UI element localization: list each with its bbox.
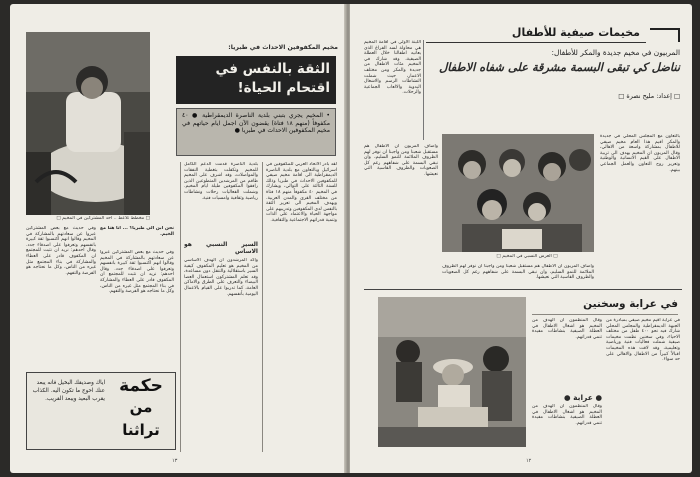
article-body-col-left: واضاف المربون ان الاطفال هم مستقبل شعبنا ومن واجبنا ان نوفر لهم الظروف الملائمة للنمو السليم، وان نبقي البسمة على شفاههم رغم كل الصعوبات والظروف القاسية التي نعيشها.	[364, 144, 438, 177]
section-ornament	[650, 28, 680, 42]
article-body-center-bottom: واكد المرشدون ان الهدف الاساسي من المخيم هو تعليم المكفوف كيفية السير باستقلالية والتنقل دون مساعدة، وقد تعلم المشتركون استعمال العصا البيضاء والتعرف على الطرق والاماكن العامة، كما تدربوا على القيام بالاعمال اليومية بأنفسهم.	[184, 258, 258, 297]
article-lead: • المخيم يجري بتبني بلدية الناصرة الديمقراطية ● ٤٠ مكفوفاً (منهم ١٨ فتاة) يقضون الآن اجمل ايام حياتهم في مخيم المكفوفين الاحداث في طبريا ●	[182, 112, 330, 135]
blind-camp-photo	[26, 32, 150, 215]
proverb-title-3: تراثنا	[122, 421, 160, 439]
sidebar-text: اللبنة الاولى في اقامة المخيم هي محاولة لسد الفراغ الذي يعانيه اطفالنا خلال العطلة الصيفية، وقد شارك في المخيم مئات الاطفال من جديدة والمكر ومن مختلف الاعمار، حيث شملت النشاطات الرسم والاشغال اليدوية والالعاب الجماعية والرحلات.	[364, 40, 424, 140]
article-subhead: السير النسبي هو الاساس	[184, 241, 258, 255]
section-title: مخيمات صيفية للأطفال	[511, 26, 640, 39]
article-qa: نحن ابن الى طبريا؟ ... انا هنا مع الخيم.	[100, 226, 174, 237]
article-body-left-2: وفي حديث مع بعض المشتركين عبروا عن سعادتهم بالمشاركة في المخيم وقالوا انهم اكتسبوا ثقة كبيرة بانفسهم وتعرفوا على اصدقاء جدد. وقال احدهم: نريد ان نثبت للمجتمع ان المكفوف قادر على العطاء والمشاركة في بناء المجتمع مثل غيره من الناس، وكل ما نحتاجه هو الفرصة والتفهم.	[100, 250, 174, 295]
story2-text: في عرابة اقيم مخيم صيفي بمبادرة من الجبهة الديمقراطية والمجلس المحلي شارك فيه نحو ٤٠٠ طفل من مختلف الاحياء، وفي سخنين نظمت مخيمات صيفية شملت فعاليات فنية ورياضية وتعليمية، وقد لاقت هذه المخيمات اقبالاً كبيراً من الاطفال والاهالي على حد سواء.	[606, 318, 680, 363]
proverb-title-1: حكمة	[119, 376, 163, 396]
proverb-box	[26, 372, 176, 450]
right-page-number: ١٢	[526, 458, 532, 464]
article-body-right: لقد بادر الاتحاد العربي للمكفوفين في اسرائيل وبالتعاون مع بلدية الناصرة الديمقراطية الى اقامة مخيم صيفي للمكفوفين الاحداث في طبريا وذلك للسنة الثالثة على التوالي، ويشارك في المخيم ٤٠ مكفوفاً منهم ١٨ فتاة من مختلف القرى والمدن العربية. ويهدف المخيم الى تعزيز الثقة بالنفس لدى المكفوفين وتدريبهم على مواجهة الحياة والاعتماد على الذات وتنمية قدراتهم الاجتماعية والثقافية.	[266, 162, 337, 223]
headline-box	[176, 56, 336, 104]
left-page-number: ١٣	[172, 458, 178, 464]
article-body-col-center: واضاف المربون ان الاطفال هم مستقبل شعبنا ومن واجبنا ان نوفر لهم الظروف الملائمة للنمو السليم، وان نبقي البسمة على شفاههم رغم كل الصعوبات والظروف القاسية التي نعيشها.	[442, 264, 594, 281]
story2-subhead: ● عرابة ●	[563, 393, 602, 402]
adults-children-illustration	[378, 297, 526, 447]
story2-left: وقال المنظمون ان الهدف من المخيم هو اشغال الاطفال في العطلة الصيفية بنشاطات مفيدة تنمي قدراتهم.	[532, 318, 602, 340]
article-kicker: مخيم المكفوفين الاحداث في طبريا:	[228, 44, 338, 51]
children-camp-photo	[442, 134, 594, 252]
proverb-text: اياك وصديقك البخيل فانه يبعد عنك احوج ما تكون اليه. الكذاب يقرب البعيد ويبعد القريب.	[32, 380, 105, 402]
article-body-left: وفي حديث مع بعض المشتركين عبروا عن سعادتهم بالمشاركة في المخيم وقالوا انهم اكتسبوا ثقة كبيرة بانفسهم وتعرفوا على اصدقاء جدد. وقال احدهم: نريد ان نثبت للمجتمع ان المكفوف قادر على العطاء والمشاركة في بناء المجتمع مثل غيره من الناس، وكل ما نحتاجه هو الفرصة والتفهم.	[26, 226, 96, 276]
article-body-col-right: بالتعاون مع المجلس المحلي في جديدة والمكر اقيم هذا العام مخيم صيفي للاطفال بمشاركة واسعة من الاهالي، وقال المربون ان المخيم يهدف الى تربية الاطفال على القيم الانسانية والوطنية وتعزيز روح التعاون والعمل الجماعي بينهم.	[600, 134, 680, 173]
article-body-center-top: بلدية الناصرة قدمت الدعم الكامل للمخيم وتكفلت بتغطية النفقات والمواصلات، وقد اشرف على المخيم طاقم من المرشدين المتطوعين الذين رافقوا المكفوفين طيلة ايام المخيم. وشملت الفعاليات رحلات ونشاطات رياضية وثقافية وامسيات فنية.	[184, 162, 258, 201]
photo-caption: □ مخطط تلاعط .. احد المشتركين في المخيم □	[56, 216, 150, 221]
lead-box	[176, 108, 336, 156]
left-page	[10, 4, 346, 473]
story2-left-bottom: وقال المنظمون ان الهدف من المخيم هو اشغال الاطفال في العطلة الصيفية بنشاطات مفيدة تنمي قدراتهم.	[532, 404, 602, 426]
children-photo-caption: □ العرس النسبي في المخيم □	[496, 254, 558, 259]
right-page	[350, 4, 692, 473]
story2-title: في عرابة وسخنين	[583, 298, 678, 310]
article-byline: □ إعداد: مليح نصرة □	[618, 92, 680, 100]
article-headline: الثقة بالنفس في اقتحام الحياة!	[215, 61, 330, 96]
arraba-camp-photo	[378, 297, 526, 447]
article-intro: المربيون في مخيم جديدة والمكر للأطفال:	[551, 48, 680, 57]
proverb-title-2: من	[129, 398, 153, 416]
boy-at-table-illustration	[26, 32, 150, 215]
children-group-illustration	[442, 134, 594, 252]
article-headline-right: نناضل كي تبقى البسمة مشرقة على شفاه الاطفال	[439, 60, 680, 74]
